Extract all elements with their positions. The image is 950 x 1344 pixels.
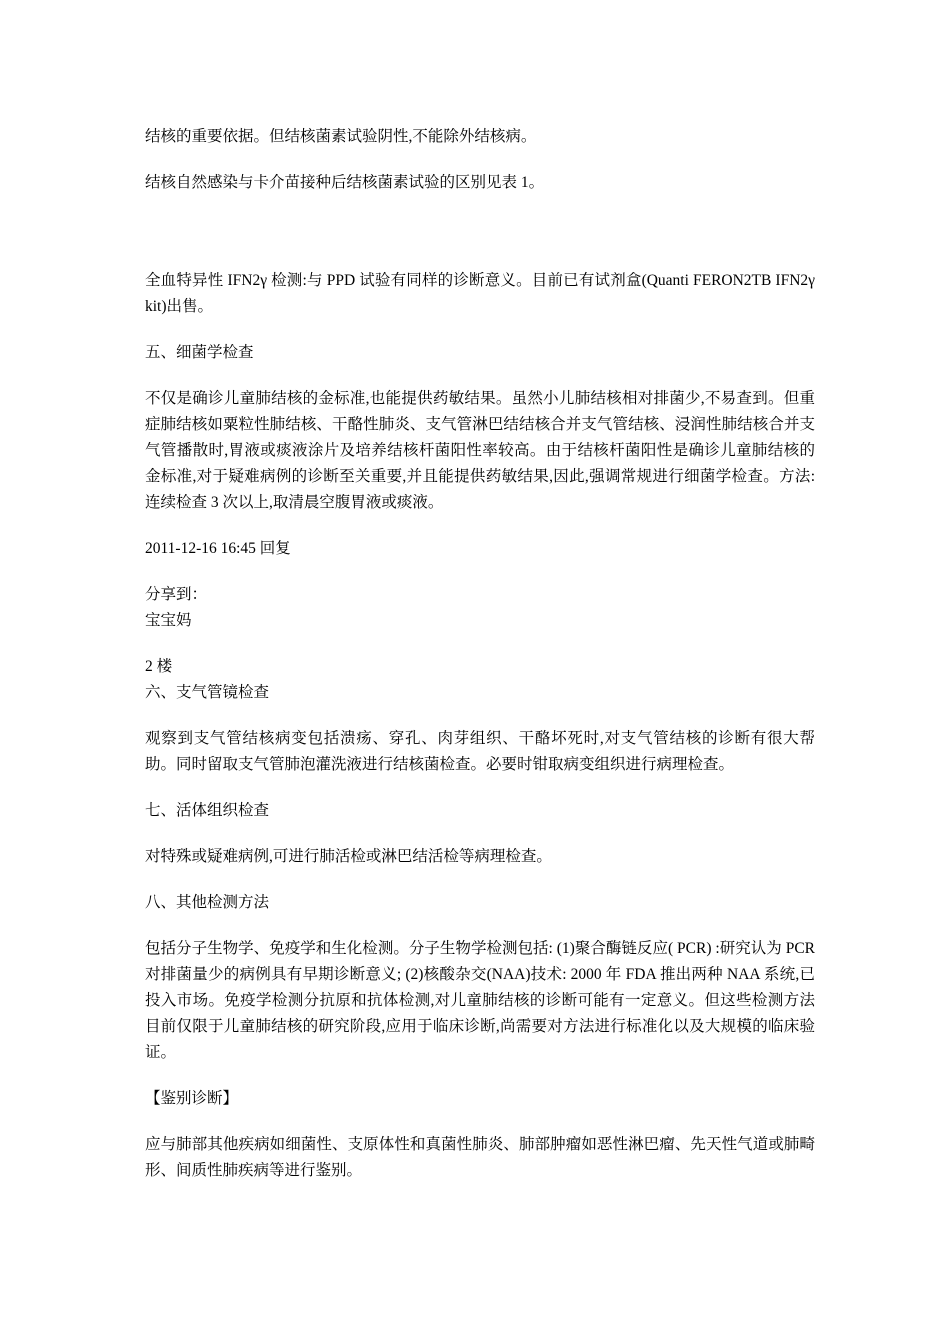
paragraph-biopsy: 对特殊或疑难病例,可进行肺活检或淋巴结活检等病理检查。 [145,848,552,865]
paragraph-table-reference: 结核自然感染与卡介苗接种后结核菌素试验的区别见表 1。 [145,174,545,191]
heading-bronchoscopy: 六、支气管镜检查 [145,684,270,701]
paragraph-other-methods: 包括分子生物学、免疫学和生化检测。分子生物学检测包括: (1)聚合酶链反应( PCR) :研究认为 PCR 对排菌量少的病例具有早期诊断意义; (2)核酸杂交(NAA)技术: 2000 年 FDA 推出两种 NAA 系统,已投入市场。免疫学检测分抗原和抗体检测,对儿童肺结核的诊断可能有一定意义。但这些检测方法目前仅限于儿童肺结核的研究阶段,应用于临床诊断,尚需要对方法进行标准化以及大规模的临床验证。 [145,940,815,1061]
share-label[interactable]: 分享到： [145,586,208,603]
document-body [145,124,815,1204]
author-name[interactable]: 宝宝妈 [145,612,192,629]
heading-other-methods: 八、其他检测方法 [145,894,270,911]
paragraph-bronchoscopy: 观察到支气管结核病变包括溃疡、穿孔、肉芽组织、干酪坏死时,对支气管结核的诊断有很大帮助。同时留取支气管肺泡灌洗液进行结核菌检查。必要时钳取病变组织进行病理检查。 [145,730,815,773]
heading-differential-diagnosis: 【鉴别诊断】 [145,1090,239,1107]
floor-number: 2 楼 [145,658,173,675]
post-timestamp: 2011-12-16 16:45 回复 [145,540,291,557]
paragraph-ifn-test: 全血特异性 IFN2γ 检测:与 PPD 试验有同样的诊断意义。目前已有试剂盒(Quanti FERON2TB IFN2γ kit)出售。 [145,272,815,315]
paragraph-differential-diagnosis: 应与肺部其他疾病如细菌性、支原体性和真菌性肺炎、肺部肿瘤如恶性淋巴瘤、先天性气道或肺畸形、间质性肺疾病等进行鉴别。 [145,1136,815,1179]
paragraph-bacteriology: 不仅是确诊儿童肺结核的金标准,也能提供药敏结果。虽然小儿肺结核相对排菌少,不易查到。但重症肺结核如粟粒性肺结核、干酪性肺炎、支气管淋巴结结核合并支气管结核、浸润性肺结核合并支气管播散时,胃液或痰液涂片及培养结核杆菌阳性率较高。由于结核杆菌阳性是确诊儿童肺结核的金标准,对于疑难病例的诊断至关重要,并且能提供药敏结果,因此,强调常规进行细菌学检查。方法:连续检查 3 次以上,取清晨空腹胃液或痰液。 [145,390,815,511]
paragraph-tuberculin-basis: 结核的重要依据。但结核菌素试验阴性,不能除外结核病。 [145,128,537,145]
heading-biopsy: 七、活体组织检查 [145,802,270,819]
heading-bacteriology: 五、细菌学检查 [145,344,254,361]
